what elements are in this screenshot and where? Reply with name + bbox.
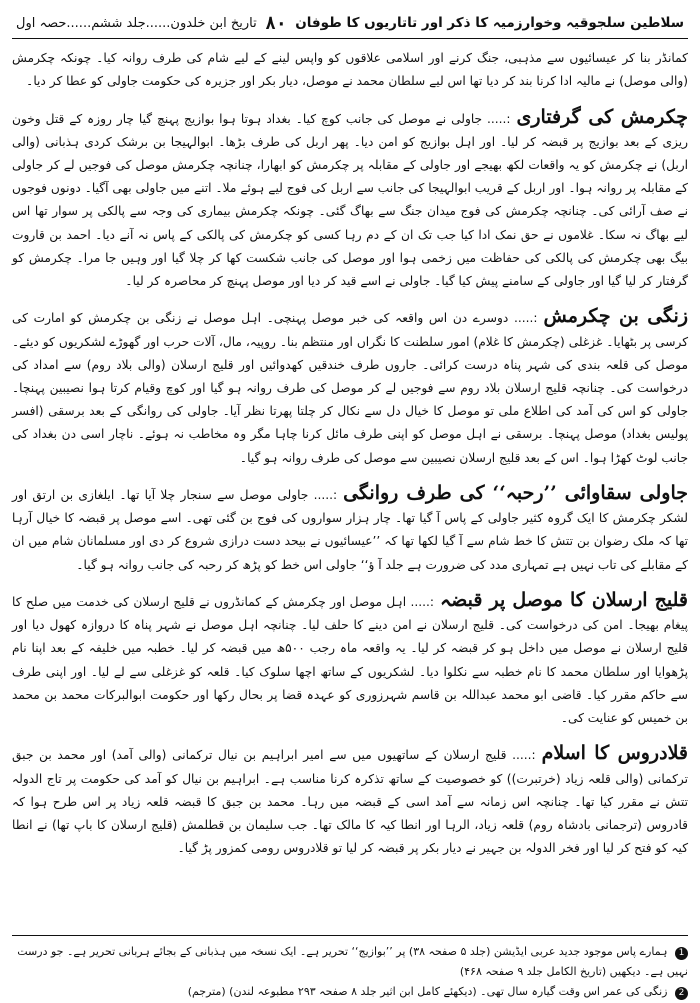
footnote-text: زنگی کی عمر اس وقت گیارہ سال تھی۔ (دیکھئے کامل ابن اثیر جلد ۸ صفحہ ۲۹۳ مطبوعہ لندن) (مترجم): [187, 985, 668, 998]
paragraph-qilij-mosul: قلیج ارسلان کا موصل پر قبضہ:..... اہل موصل اور چکرمش کے کمانڈروں نے قلیج ارسلان کی خدمت میں صلح کا پیغام بھیجا۔ امن کی درخواست کی۔ قلیج ارسلان نے امن دینے کا حلف لیا۔ چنانچہ اہل موصل نے شہر پناہ کا دروازہ کھول دیا اور قلیج ارسلان نے موصل میں داخل ہو کر قبضہ کر لیا۔ یہ واقعہ ماہ رجب ۵۰۰ھ میں قبضہ کر لیا۔ خطبہ میں خلیفہ کے بعد اپنا نام پڑھوایا اور سلطان محمد کا نام خطبہ سے نکلوا دیا۔ لشکریوں کے ساتھ اچھا سلوک کیا۔ قلعہ کو غزغلی سے لے لیا۔ اور اپنی طرف سے حاکم مقرر کیا۔ قاضی ابو محمد عبداللہ بن قاسم شہرزوری کو عہدہ قضا پر بحال رکھا اور حکومت ابوالبرکات محمد بن محمد بن خمیس کو عنایت کی۔: [12, 589, 689, 726]
paragraph-text: اہل موصل اور چکرمش کے کمانڈروں نے قلیج ارسلان کی خدمت میں صلح کا پیغام بھیجا۔ امن کی درخواست کی۔ قلیج ارسلان نے امن دینے کا حلف لیا۔ چنانچہ اہل موصل نے شہر پناہ کا دروازہ کھول دیا اور قلیج ارسلان نے موصل میں داخل ہو کر قبضہ کر لیا۔ یہ واقعہ ماہ رجب ۵۰۰ھ میں قبضہ کر لیا۔ خطبہ میں خلیفہ کے بعد اپنا نام پڑھوایا اور سلطان محمد کا نام خطبہ سے نکلوا دیا۔ لشکریوں کے ساتھ اچھا سلوک کیا۔ قلعہ کو غزغلی سے لے لیا۔ اور اپنی طرف سے حاکم مقرر کیا۔ قاضی ابو محمد عبداللہ بن قاسم شہرزوری کو عہدہ قضا پر بحال رکھا اور حکومت ابوالبرکات محمد بن محمد بن خمیس کو عنایت کی۔: [12, 595, 688, 726]
footnote-text: ہمارے پاس موجود جدید عربی ایڈیشن (جلد ۵ صفحہ ۳۸) پر ’’بوازیج‘‘ تحریر ہے۔ ایک نسخہ میں ہذبانی کے بجائے ہربانی تحریر ہے۔ جو درست نہیں ہے۔ دیکھیں (تاریخ الکامل جلد ۹ صفحہ ۴۶۸): [17, 945, 688, 978]
paragraph-text: جاولی موصل سے سنجار چلا آیا تھا۔ ایلغازی بن ارتق اور لشکر چکرمش کا ایک گروہ کثیر جاولی کے پاس آ گیا تھا۔ چار ہزار سواروں کی فوج بن گئی تھی۔ اسے موصل پر قبضہ کا خیال آرہا تھا کہ ملک رضوان بن تتش کا خط شام سے آ گیا لکھا تھا کہ ’’عیسائیوں نے بیحد دست درازی شروع کر دی اور مسلمانان شام میں ان کے مقابلے کی تاب نہیں ہے تمہاری مدد کی ضرورت ہے جلد آ ؤ‘‘ جاولی اس خط کو پڑھ کر رحبہ کی جانب روانہ ہو گیا۔: [12, 488, 688, 572]
paragraph-zangi: زنگی بن چکرمش:..... دوسرے دن اس واقعہ کی خبر موصل پہنچی۔ اہل موصل نے زنگی بن چکرمش کو امارت کی کرسی پر بٹھایا۔ غزغلی (چکرمش کا غلام) امور سلطنت کا نگراں اور منتظم بنا۔ روپیہ، مال، آلات حرب اور گھوڑے لشکریوں کو دیئے۔ موصل کی قلعہ بندی کی شہر پناہ درست کرائی۔ جاروں طرف خندقیں کھدوائیں اور قلیج ارسلان (والی بلاد روم) سے امداد کی درخواست کی۔ چنانچہ قلیج ارسلان بلاد روم سے فوجیں لے کر موصل کی طرف روانہ ہو گیا اور کوچ وقیام کرتا ہوا نصیبین پہنچا۔ جاولی کو اس کی آمد کی اطلاع ملی تو موصل کا خیال دل سے نکال کر چلتا پھرتا نظر آیا۔ جاولی کی روانگی کے بعد برسقی (افسر پولیس بغداد) موصل پہنچا۔ برسقی نے اہل موصل کو اپنی طرف مائل کرنا چاہا مگر وہ مخاطب نہ ہوئے۔ ناچار اسی دن بغداد کی جانب لوٹ کھڑا ہوا۔ اس کے بعد قلیج ارسلان نصیبین سے موصل کی طرف روانہ ہو گیا۔: [12, 305, 688, 465]
footnote: [12, 982, 688, 1002]
section-heading: زنگی بن چکرمش: [543, 305, 688, 328]
section-heading: جاولی سقاوائی ’’رحبہ‘‘ کی طرف روانگی: [343, 482, 688, 505]
footnotes: [12, 929, 688, 998]
paragraph-text: قلیج ارسلان کے ساتھیوں میں سے امیر ابراہیم بن نیال ترکمانی (والی آمد) اور محمد بن جبق ترکمانی (والی قلعہ زیاد (خرتبرت)) کو خصوصیت کے ساتھ تذکرہ کرنا مناسب ہے۔ ابراہیم بن نیال کو آمد کی حکومت پر تاج الدولہ تتش نے مقرر کیا تھا۔ چنانچہ اس زمانہ سے آمد اسی کے قبضہ میں رہا۔ محمد بن جبق کا قبضہ قلعہ زیاد پر اس طرح ہوا کہ قادروس (ترجمانی بادشاہ روم) قلعہ زیاد، الرہا اور انطا کیہ کا مالک تھا۔ جب سلیمان بن قطلمش (قلیج ارسلان کا باپ تھا) نے انطا کیہ کو فتح کر لیا اور فخر الدولہ بن جہیر نے دیار بکر پر قبضہ کر لیا تو قلادروس رومی کمزور پڑ گیا۔: [12, 748, 688, 856]
paragraph-intro: [12, 47, 688, 93]
section-heading: قلادروس کا اسلام: [541, 742, 688, 765]
section-heading: قلیج ارسلان کا موصل پر قبضہ: [440, 589, 689, 612]
footnote-marker: 2: [675, 987, 688, 1000]
body-text: [12, 47, 688, 860]
document-page: [12, 8, 689, 998]
footnote-marker: 1: [675, 947, 688, 960]
book-title: تاریخ ابن خلدون......جلد ششم......حصہ اول: [16, 15, 257, 31]
chapter-title: سلاطین سلجوقیہ وخوارزمیہ کا ذکر اور تاتاریوں کا طوفان: [295, 15, 684, 31]
paragraph-text: جاولی نے موصل کی جانب کوچ کیا۔ بغداد ہوتا ہوا بوازیج پہنچ گیا چار روزہ کے قتل وخون ریزی کے بعد بوازیج پر قبضہ کر لیا۔ اور اہل بوازیج کو امن دیا۔ پھر اربل کی طرف بڑھا۔ ابوالہیجا بن برشک کردی ہذبانی (والی اربل) نے چکرمش کو یہ واقعات لکھ بھیجے اور جاولی کے مقابلہ پر چکرمش کو ابھارا، چنانچہ چکرمش موصل کی فوجیں لے کر جاولی کے مقابلہ پر روانہ ہوا۔ اور اربل کے قریب ابوالہیجا کی جانب سے اربل کی فوج لیے ہوئے ملا۔ اتنے میں جاولی بھی آگیا۔ دونوں فوجوں نے صف آرائی کی۔ چنانچہ چکرمش کی فوج میدان جنگ سے بھاگ گئی۔ چونکہ چکرمش بیماری کی وجہ سے پالکی پر سوار تھا اس لیے بھاگ نہ سکا۔ غلاموں نے حق نمک ادا کیا جب تک ان کے دم رہا کسی کو چکرمش کی پالکی کے پاس نہ آنے دیا۔ احمد بن قاروت بیگ بھی چکرمش کی پالکی کی حفاظت میں زخمی ہوا اور موصل کی جانب شکست کھا کر چلا گیا اور وہیں جا مرا۔ چکرمش کو گرفتار کر لیا گیا اور جاولی کے سامنے پیش کیا گیا۔ جاولی نے اسے قید کر دیا اور موصل پہنچ کر محاصرہ کر لیا۔: [12, 111, 688, 289]
paragraph-text: کمانڈر بنا کر عیسائیوں سے مذہبی، جنگ کرنے اور اسلامی علاقوں کو واپس لینے کے لیے شام کی طرف روانہ کیا۔ چونکہ چکرمش (والی موصل) نے مالیہ ادا کرنا بند کر دیا تھا اس لیے سلطان محمد نے موصل، دیار بکر اور جزیرہ کی حکومت جاولی کو عطا کر دیا۔: [12, 51, 688, 89]
footnote-divider: [12, 935, 688, 936]
section-heading: چکرمش کی گرفتاری: [516, 105, 688, 128]
running-header: [12, 8, 688, 39]
footnote: [12, 942, 688, 982]
paragraph-jawali-rahba: جاولی سقاوائی ’’رحبہ‘‘ کی طرف روانگی:..... جاولی موصل سے سنجار چلا آیا تھا۔ ایلغازی بن ارتق اور لشکر چکرمش کا ایک گروہ کثیر جاولی کے پاس آ گیا تھا۔ چار ہزار سواروں کی فوج بن گئی تھی۔ اسے موصل پر قبضہ کا خیال آرہا تھا کہ ملک رضوان بن تتش کا خط شام سے آ گیا لکھا تھا کہ ’’عیسائیوں نے بیحد دست درازی شروع کر دی اور مسلمانان شام میں ان کے مقابلے کی تاب نہیں ہے تمہاری مدد کی ضرورت ہے جلد آ ؤ‘‘ جاولی اس خط کو پڑھ کر رحبہ کی جانب روانہ ہو گیا۔: [12, 482, 688, 572]
page-number: ۸۰: [265, 12, 287, 34]
paragraph-chakarmish-arrest: چکرمش کی گرفتاری:..... جاولی نے موصل کی جانب کوچ کیا۔ بغداد ہوتا ہوا بوازیج پہنچ گیا چار روزہ کے قتل وخون ریزی کے بعد بوازیج پر قبضہ کر لیا۔ اور اہل بوازیج کو امن دیا۔ پھر اربل کی طرف بڑھا۔ ابوالہیجا بن برشک کردی ہذبانی (والی اربل) نے چکرمش کو یہ واقعات لکھ بھیجے اور جاولی کے مقابلہ پر چکرمش کو ابھارا، چنانچہ چکرمش موصل کی فوجیں لے کر جاولی کے مقابلہ پر روانہ ہوا۔ اور اربل کے قریب ابوالہیجا کی جانب سے اربل کی فوج لیے ہوئے ملا۔ اتنے میں جاولی بھی آگیا۔ دونوں فوجوں نے صف آرائی کی۔ چنانچہ چکرمش کی فوج میدان جنگ سے بھاگ گئی۔ چونکہ چکرمش بیماری کی وجہ سے پالکی پر سوار تھا اس لیے بھاگ نہ سکا۔ غلاموں نے حق نمک ادا کیا جب تک ان کے دم رہا کسی کو چکرمش کی پالکی کے پاس نہ آنے دیا۔ احمد بن قاروت بیگ بھی چکرمش کی پالکی کی حفاظت میں زخمی ہوا اور موصل کی جانب شکست کھا کر چلا گیا اور وہیں جا مرا۔ چکرمش کو گرفتار کر لیا گیا اور جاولی کے سامنے پیش کیا گیا۔ جاولی نے اسے قید کر دیا اور موصل پہنچ کر محاصرہ کر لیا۔: [12, 105, 688, 289]
paragraph-text: دوسرے دن اس واقعہ کی خبر موصل پہنچی۔ اہل موصل نے زنگی بن چکرمش کو امارت کی کرسی پر بٹھایا۔ غزغلی (چکرمش کا غلام) امور سلطنت کا نگراں اور منتظم بنا۔ روپیہ، مال، آلات حرب اور گھوڑے لشکریوں کو دیئے۔ موصل کی قلعہ بندی کی شہر پناہ درست کرائی۔ جاروں طرف خندقیں کھدوائیں اور قلیج ارسلان (والی بلاد روم) سے امداد کی درخواست کی۔ چنانچہ قلیج ارسلان بلاد روم سے فوجیں لے کر موصل کی طرف روانہ ہو گیا اور کوچ وقیام کرتا ہوا نصیبین پہنچا۔ جاولی کو اس کی آمد کی اطلاع ملی تو موصل کا خیال دل سے نکال کر چلتا پھرتا نظر آیا۔ جاولی کی روانگی کے بعد برسقی (افسر پولیس بغداد) موصل پہنچا۔ برسقی نے اہل موصل کو اپنی طرف مائل کرنا چاہا مگر وہ مخاطب نہ ہوئے۔ ناچار اسی دن بغداد کی جانب لوٹ کھڑا ہوا۔ اس کے بعد قلیج ارسلان نصیبین سے موصل کی طرف روانہ ہو گیا۔: [12, 311, 688, 465]
paragraph-qaladrus: قلادروس کا اسلام:..... قلیج ارسلان کے ساتھیوں میں سے امیر ابراہیم بن نیال ترکمانی (والی آمد) اور محمد بن جبق ترکمانی (والی قلعہ زیاد (خرتبرت)) کو خصوصیت کے ساتھ تذکرہ کرنا مناسب ہے۔ ابراہیم بن نیال کو آمد کی حکومت پر تاج الدولہ تتش نے مقرر کیا تھا۔ چنانچہ اس زمانہ سے آمد اسی کے قبضہ میں رہا۔ محمد بن جبق کا قبضہ قلعہ زیاد پر اس طرح ہوا کہ قادروس (ترجمانی بادشاہ روم) قلعہ زیاد، الرہا اور انطا کیہ کا مالک تھا۔ جب سلیمان بن قطلمش (قلیج ارسلان کا باپ تھا) نے انطا کیہ کو فتح کر لیا اور فخر الدولہ بن جہیر نے دیار بکر پر قبضہ کر لیا تو قلادروس رومی کمزور پڑ گیا۔: [12, 742, 688, 856]
